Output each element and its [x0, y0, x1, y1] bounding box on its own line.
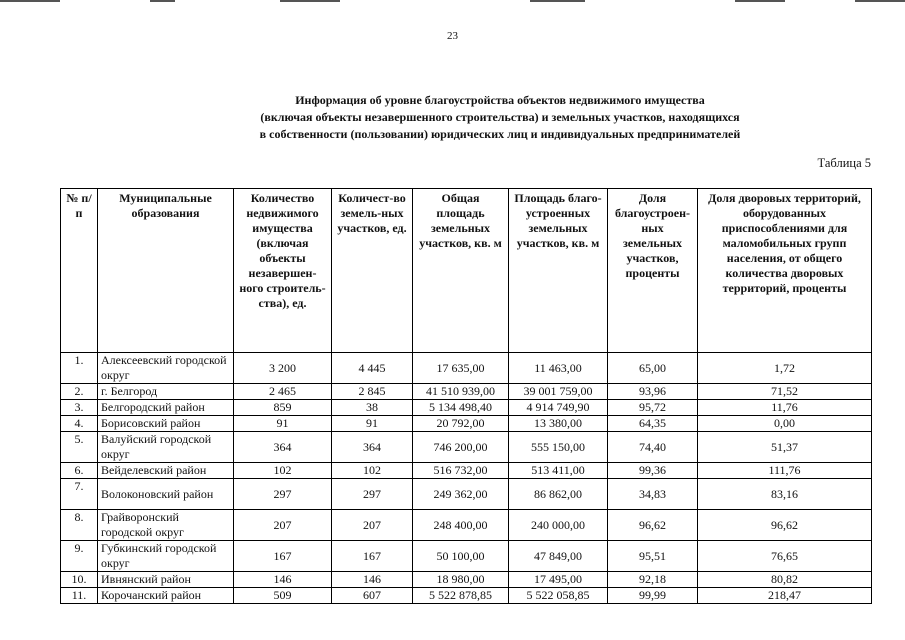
value-cell: 516 732,00 — [413, 463, 509, 479]
document-title — [120, 92, 880, 143]
page-number: 23 — [447, 30, 458, 42]
municipality-cell: Волоконовский район — [98, 479, 234, 510]
table-row — [61, 463, 872, 479]
value-cell: 3 200 — [234, 353, 332, 384]
title-line: (включая объекты незавершенного строительства) и земельных участков, находящихся — [260, 110, 740, 124]
column-header: Муниципальные образования — [98, 189, 234, 353]
value-cell: 2 845 — [332, 384, 413, 400]
column-header: № п/п — [61, 189, 98, 353]
title-line: Информация об уровне благоустройства объектов недвижимого имущества — [295, 93, 705, 107]
value-cell: 99,36 — [608, 463, 698, 479]
value-cell: 86 862,00 — [509, 479, 608, 510]
municipality-cell: Губкинский городской округ — [98, 541, 234, 572]
value-cell: 146 — [332, 572, 413, 588]
municipality-cell: Алексеевский городской округ — [98, 353, 234, 384]
municipality-cell: Ивнянский район — [98, 572, 234, 588]
row-number-cell: 7. — [61, 479, 98, 510]
value-cell: 5 134 498,40 — [413, 400, 509, 416]
row-number-cell: 6. — [61, 463, 98, 479]
data-table — [60, 188, 872, 604]
value-cell: 91 — [332, 416, 413, 432]
row-number-cell: 11. — [61, 588, 98, 604]
value-cell: 20 792,00 — [413, 416, 509, 432]
table-row — [61, 572, 872, 588]
value-cell: 18 980,00 — [413, 572, 509, 588]
value-cell: 96,62 — [698, 510, 872, 541]
row-number-cell: 9. — [61, 541, 98, 572]
value-cell: 38 — [332, 400, 413, 416]
municipality-cell: Корочанский район — [98, 588, 234, 604]
value-cell: 102 — [332, 463, 413, 479]
row-number-cell: 2. — [61, 384, 98, 400]
value-cell: 34,83 — [608, 479, 698, 510]
value-cell: 248 400,00 — [413, 510, 509, 541]
column-header: Доля дворовых территорий, оборудованных приспособлениями для маломобильных групп населения, от общего количества дворовых территорий, проценты — [698, 189, 872, 353]
table-row — [61, 353, 872, 384]
table-row — [61, 510, 872, 541]
value-cell: 71,52 — [698, 384, 872, 400]
table-header-row — [61, 189, 872, 353]
value-cell: 0,00 — [698, 416, 872, 432]
row-number-cell: 1. — [61, 353, 98, 384]
value-cell: 99,99 — [608, 588, 698, 604]
value-cell: 91 — [234, 416, 332, 432]
value-cell: 5 522 058,85 — [509, 588, 608, 604]
value-cell: 93,96 — [608, 384, 698, 400]
value-cell: 95,51 — [608, 541, 698, 572]
municipality-cell: Борисовский район — [98, 416, 234, 432]
scan-edge-mark — [280, 0, 340, 2]
value-cell: 509 — [234, 588, 332, 604]
value-cell: 167 — [234, 541, 332, 572]
value-cell: 249 362,00 — [413, 479, 509, 510]
municipality-cell: Белгородский район — [98, 400, 234, 416]
value-cell: 65,00 — [608, 353, 698, 384]
table-row — [61, 432, 872, 463]
title-line: в собственности (пользовании) юридических лиц и индивидуальных предпринимателей — [259, 127, 741, 141]
value-cell: 17 635,00 — [413, 353, 509, 384]
value-cell: 513 411,00 — [509, 463, 608, 479]
scan-edge-mark — [150, 0, 175, 2]
row-number-cell: 4. — [61, 416, 98, 432]
value-cell: 96,62 — [608, 510, 698, 541]
value-cell: 297 — [234, 479, 332, 510]
value-cell: 95,72 — [608, 400, 698, 416]
table-row — [61, 384, 872, 400]
value-cell: 13 380,00 — [509, 416, 608, 432]
value-cell: 17 495,00 — [509, 572, 608, 588]
municipality-cell: Валуйский городской округ — [98, 432, 234, 463]
value-cell: 83,16 — [698, 479, 872, 510]
value-cell: 607 — [332, 588, 413, 604]
value-cell: 47 849,00 — [509, 541, 608, 572]
table-row — [61, 479, 872, 510]
value-cell: 364 — [332, 432, 413, 463]
column-header: Площадь благо-устроенных земельных участков, кв. м — [509, 189, 608, 353]
column-header: Количест-во земель-ных участков, ед. — [332, 189, 413, 353]
row-number-cell: 3. — [61, 400, 98, 416]
value-cell: 240 000,00 — [509, 510, 608, 541]
value-cell: 11,76 — [698, 400, 872, 416]
column-header: Доля благоустроен-ных земельных участков, проценты — [608, 189, 698, 353]
value-cell: 2 465 — [234, 384, 332, 400]
value-cell: 167 — [332, 541, 413, 572]
value-cell: 4 914 749,90 — [509, 400, 608, 416]
table-row — [61, 400, 872, 416]
column-header: Количество недвижимого имущества (включая объекты незавершен-ного строитель-ства), ед. — [234, 189, 332, 353]
value-cell: 41 510 939,00 — [413, 384, 509, 400]
value-cell: 859 — [234, 400, 332, 416]
row-number-cell: 8. — [61, 510, 98, 541]
column-header: Общая площадь земельных участков, кв. м — [413, 189, 509, 353]
value-cell: 4 445 — [332, 353, 413, 384]
value-cell: 146 — [234, 572, 332, 588]
value-cell: 218,47 — [698, 588, 872, 604]
value-cell: 50 100,00 — [413, 541, 509, 572]
value-cell: 51,37 — [698, 432, 872, 463]
municipality-cell: Вейделевский район — [98, 463, 234, 479]
value-cell: 102 — [234, 463, 332, 479]
value-cell: 207 — [332, 510, 413, 541]
value-cell: 297 — [332, 479, 413, 510]
value-cell: 39 001 759,00 — [509, 384, 608, 400]
value-cell: 74,40 — [608, 432, 698, 463]
value-cell: 11 463,00 — [509, 353, 608, 384]
row-number-cell: 5. — [61, 432, 98, 463]
row-number-cell: 10. — [61, 572, 98, 588]
scan-edge-mark — [530, 0, 585, 2]
value-cell: 1,72 — [698, 353, 872, 384]
value-cell: 555 150,00 — [509, 432, 608, 463]
value-cell: 746 200,00 — [413, 432, 509, 463]
table-caption: Таблица 5 — [817, 156, 871, 170]
value-cell: 76,65 — [698, 541, 872, 572]
value-cell: 5 522 878,85 — [413, 588, 509, 604]
municipality-cell: Грайворонский городской округ — [98, 510, 234, 541]
municipality-cell: г. Белгород — [98, 384, 234, 400]
value-cell: 64,35 — [608, 416, 698, 432]
table-row — [61, 541, 872, 572]
scan-edge-mark — [0, 0, 60, 2]
table-row — [61, 416, 872, 432]
scan-edge-mark — [735, 0, 785, 2]
value-cell: 111,76 — [698, 463, 872, 479]
value-cell: 80,82 — [698, 572, 872, 588]
scan-edge-mark — [855, 0, 905, 2]
value-cell: 207 — [234, 510, 332, 541]
table-row — [61, 588, 872, 604]
value-cell: 364 — [234, 432, 332, 463]
value-cell: 92,18 — [608, 572, 698, 588]
